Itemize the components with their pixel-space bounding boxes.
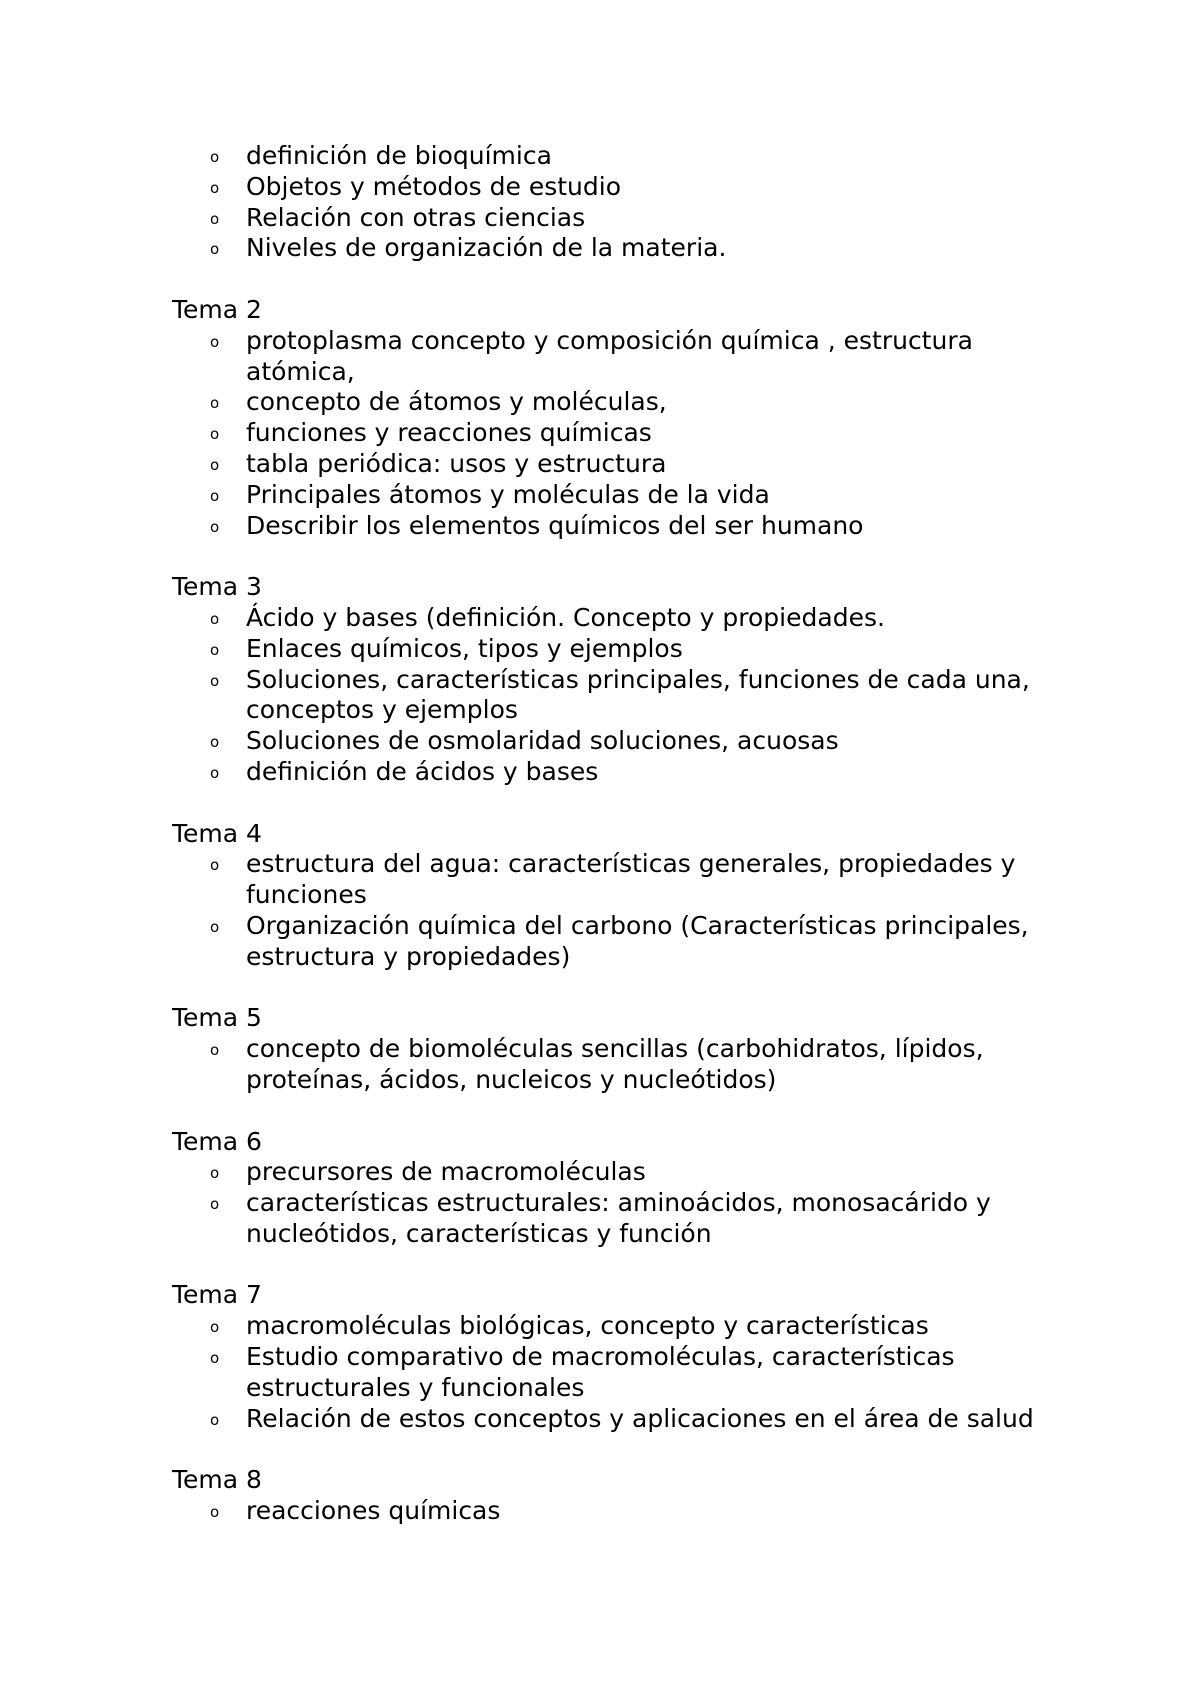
list-item	[210, 1342, 1052, 1404]
topic-list	[172, 141, 1052, 264]
list-item	[210, 756, 1052, 788]
topic-section	[172, 295, 1052, 541]
list-item	[210, 418, 1052, 449]
circle-bullet-icon: o	[210, 856, 220, 875]
list-item-text: Organización química del carbono (Características principales, estructura y propiedades)	[246, 910, 1029, 971]
list-item	[210, 633, 1052, 665]
circle-bullet-icon: o	[210, 1503, 220, 1522]
circle-bullet-icon: o	[210, 763, 220, 782]
topic-heading: Tema 4	[172, 818, 262, 848]
topic-list	[172, 326, 1052, 542]
list-item	[210, 1311, 1052, 1342]
list-item	[210, 1496, 1052, 1527]
list-item-text: características estructurales: aminoácidos, monosacárido y nucleótidos, características y función	[246, 1188, 991, 1248]
list-item	[210, 202, 1052, 234]
list-item-text: Relación de estos conceptos y aplicaciones en el área de salud	[246, 1403, 1034, 1433]
circle-bullet-icon: o	[210, 1195, 220, 1214]
topic-heading: Tema 3	[172, 572, 262, 602]
circle-bullet-icon: o	[210, 332, 220, 351]
list-item	[210, 1188, 1052, 1250]
list-item-text: estructura del agua: características generales, propiedades y funciones	[246, 849, 1016, 910]
list-item	[210, 1034, 1052, 1096]
list-item-text: Enlaces químicos, tipos y ejemplos	[246, 633, 683, 663]
circle-bullet-icon: o	[210, 671, 220, 690]
circle-bullet-icon: o	[210, 455, 220, 474]
topic-heading: Tema 2	[172, 294, 262, 324]
topic-list	[172, 1034, 1052, 1096]
topic-list	[172, 849, 1052, 972]
topic-heading: Tema 8	[172, 1465, 262, 1495]
circle-bullet-icon: o	[210, 240, 220, 259]
list-item-text: funciones y reacciones químicas	[246, 418, 652, 448]
list-item-text: precursores de macromoléculas	[246, 1157, 646, 1187]
list-item	[210, 387, 1052, 418]
circle-bullet-icon: o	[210, 1164, 220, 1183]
topic-section	[172, 1003, 1052, 1095]
list-item	[210, 325, 1052, 388]
list-item-text: tabla periódica: usos y estructura	[246, 448, 667, 478]
list-item-text: definición de bioquímica	[246, 141, 552, 170]
circle-bullet-icon: o	[210, 640, 220, 659]
list-item-text: Estudio comparativo de macromoléculas, características estructurales y funcionales	[246, 1342, 955, 1402]
circle-bullet-icon: o	[210, 148, 220, 166]
list-item-text: concepto de átomos y moléculas,	[246, 387, 667, 417]
list-item-text: Soluciones, características principales, funciones de cada una, conceptos y ejemplos	[246, 664, 1030, 725]
circle-bullet-icon: o	[210, 917, 220, 936]
topic-section	[172, 572, 1052, 788]
topic-list	[172, 603, 1052, 788]
circle-bullet-icon: o	[210, 394, 220, 413]
list-item	[210, 602, 1052, 634]
topic-list	[172, 1496, 1052, 1527]
list-item	[210, 510, 1052, 542]
document-body	[172, 141, 1052, 1527]
list-item-text: Describir los elementos químicos del ser humano	[246, 510, 864, 540]
topic-list	[172, 1311, 1052, 1434]
circle-bullet-icon: o	[210, 733, 220, 752]
topic-heading: Tema 7	[172, 1280, 262, 1310]
list-item	[210, 910, 1052, 973]
topic-section	[172, 141, 1052, 264]
list-item	[210, 1157, 1052, 1188]
list-item-text: concepto de biomoléculas sencillas (carbohidratos, lípidos, proteínas, ácidos, nucleicos y nucleótidos)	[246, 1034, 984, 1094]
list-item	[210, 664, 1052, 727]
list-item	[210, 233, 1052, 264]
list-item-text: Objetos y métodos de estudio	[246, 171, 622, 201]
circle-bullet-icon: o	[210, 1041, 220, 1060]
topic-heading: Tema 5	[172, 1003, 262, 1033]
list-item	[210, 1403, 1052, 1435]
list-item-text: Ácido y bases (definición. Concepto y propiedades.	[246, 602, 885, 632]
list-item-text: Principales átomos y moléculas de la vida	[246, 479, 770, 509]
topic-section	[172, 1127, 1052, 1250]
list-item	[210, 479, 1052, 511]
circle-bullet-icon: o	[210, 425, 220, 444]
list-item	[210, 171, 1052, 203]
list-item-text: reacciones químicas	[246, 1496, 501, 1526]
list-item-text: Soluciones de osmolaridad soluciones, acuosas	[246, 726, 839, 756]
list-item	[210, 849, 1052, 911]
list-item	[210, 726, 1052, 757]
circle-bullet-icon: o	[210, 517, 220, 536]
topic-section	[172, 1280, 1052, 1434]
topic-section	[172, 1465, 1052, 1527]
circle-bullet-icon: o	[210, 209, 220, 228]
topic-list	[172, 1157, 1052, 1249]
list-item-text: Niveles de organización de la materia.	[246, 233, 727, 263]
circle-bullet-icon: o	[210, 486, 220, 505]
list-item-text: definición de ácidos y bases	[246, 756, 599, 786]
topic-section	[172, 819, 1052, 973]
topic-heading: Tema 6	[172, 1126, 262, 1156]
circle-bullet-icon: o	[210, 1410, 220, 1429]
circle-bullet-icon: o	[210, 178, 220, 197]
circle-bullet-icon: o	[210, 1349, 220, 1368]
list-item-text: macromoléculas biológicas, concepto y características	[246, 1311, 929, 1341]
list-item-text: protoplasma concepto y composición química , estructura atómica,	[246, 325, 973, 386]
list-item-text: Relación con otras ciencias	[246, 202, 586, 232]
list-item	[210, 448, 1052, 480]
circle-bullet-icon: o	[210, 609, 220, 628]
list-item	[210, 141, 1052, 172]
circle-bullet-icon: o	[210, 1318, 220, 1337]
